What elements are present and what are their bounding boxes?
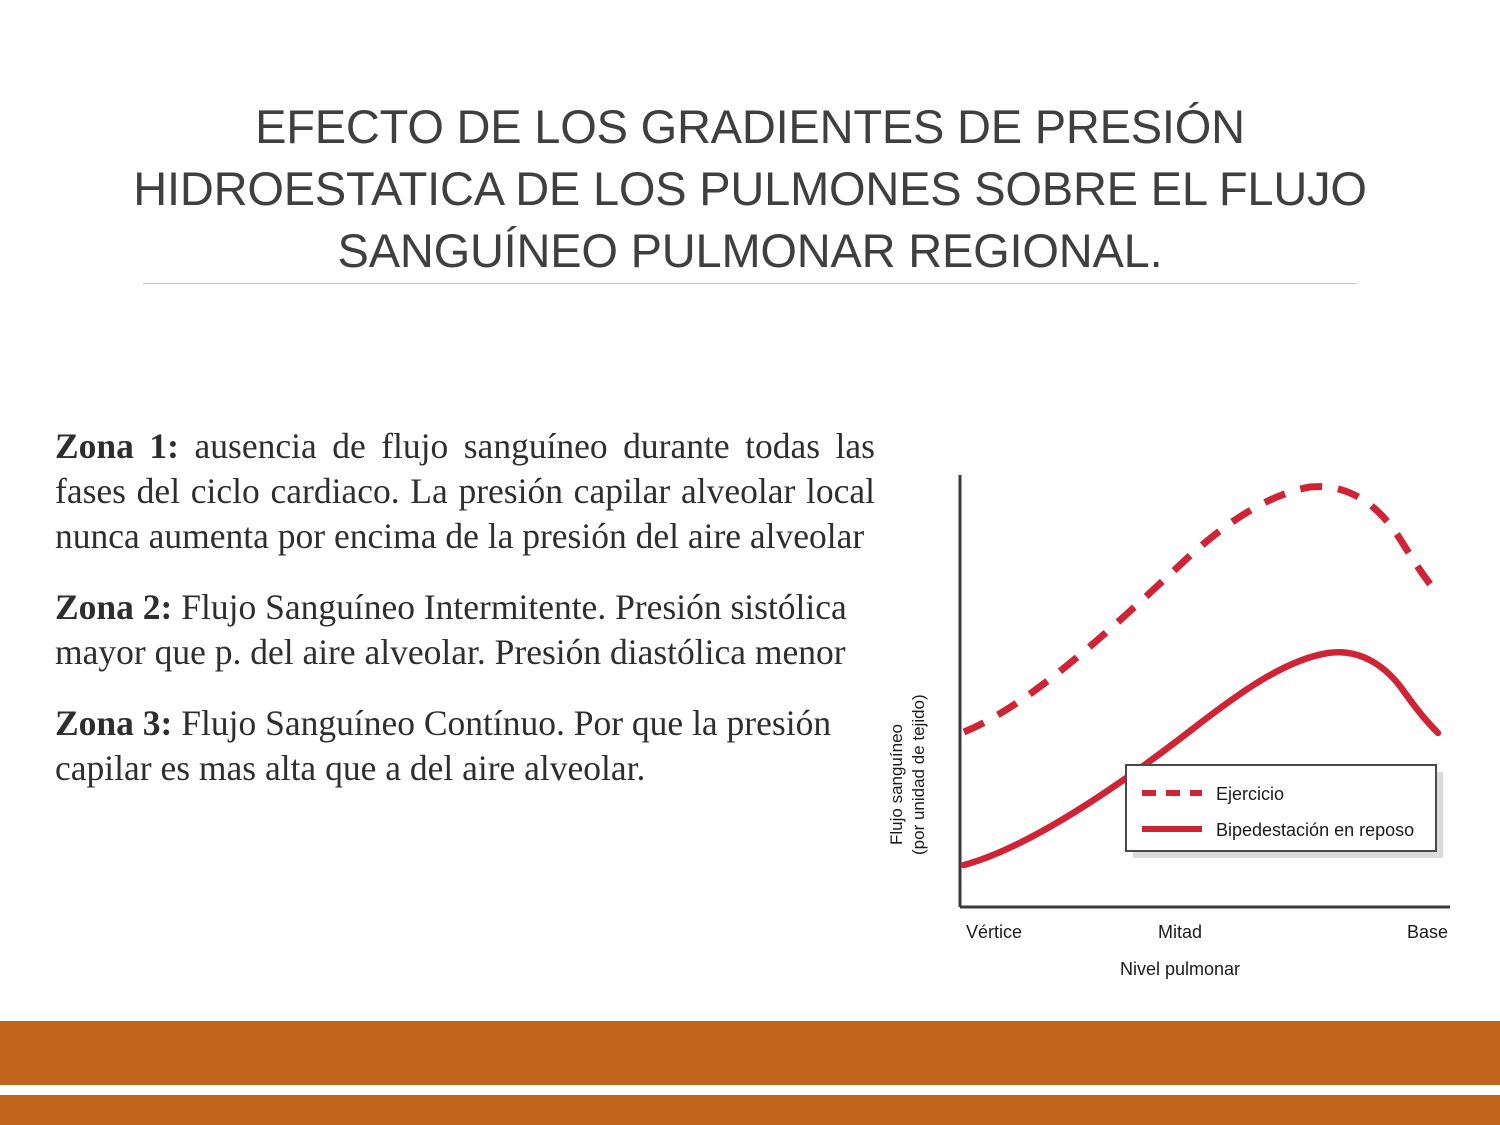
x-tick-vertice: Vértice [966, 922, 1023, 942]
legend-label-bipedestacion: Bipedestación en reposo [1216, 820, 1415, 840]
paragraph-zona-1 [55, 424, 875, 559]
paragraph-zona-2 [55, 585, 875, 675]
zona-2-text: Flujo Sanguíneo Intermitente. Presión sistólica mayor que p. del aire alveolar. Presión diastólica menor [55, 587, 847, 673]
footer-band-primary [0, 1021, 1500, 1085]
zona-1-text: ausencia de flujo sanguíneo durante todas las fases del ciclo cardiaco. La presión capilar alveolar local nunca aumenta por encima de la presión del aire alveolar [55, 426, 875, 557]
x-tick-base: Base [1406, 922, 1448, 942]
zona-2-label: Zona 2: [55, 587, 173, 628]
x-axis-label: Nivel pulmonar [1119, 959, 1241, 979]
title-divider [143, 283, 1357, 284]
page-title: EFECTO DE LOS GRADIENTES DE PRESIÓN HIDROESTATICA DE LOS PULMONES SOBRE EL FLUJO SANGUÍNEO PULMONAR REGIONAL. [133, 100, 1367, 278]
paragraph-zona-3 [55, 701, 875, 791]
chart-legend [1126, 765, 1443, 858]
zona-3-label: Zona 3: [55, 703, 173, 744]
y-axis-label-line1: Flujo sanguíneo [887, 724, 906, 845]
zona-3-text: Flujo Sanguíneo Contínuo. Por que la presión capilar es mas alta que a del aire alveolar. [55, 703, 832, 789]
footer-band-secondary [0, 1095, 1500, 1125]
legend-label-ejercicio: Ejercicio [1216, 784, 1285, 804]
pulmonary-blood-flow-chart [880, 455, 1470, 1015]
y-axis-label-line2: (por unidad de tejido) [909, 694, 928, 855]
body-text-column [55, 424, 875, 792]
footer-band-gap [0, 1085, 1500, 1095]
x-tick-mitad: Mitad [1157, 922, 1203, 942]
zona-1-label: Zona 1: [55, 426, 179, 466]
